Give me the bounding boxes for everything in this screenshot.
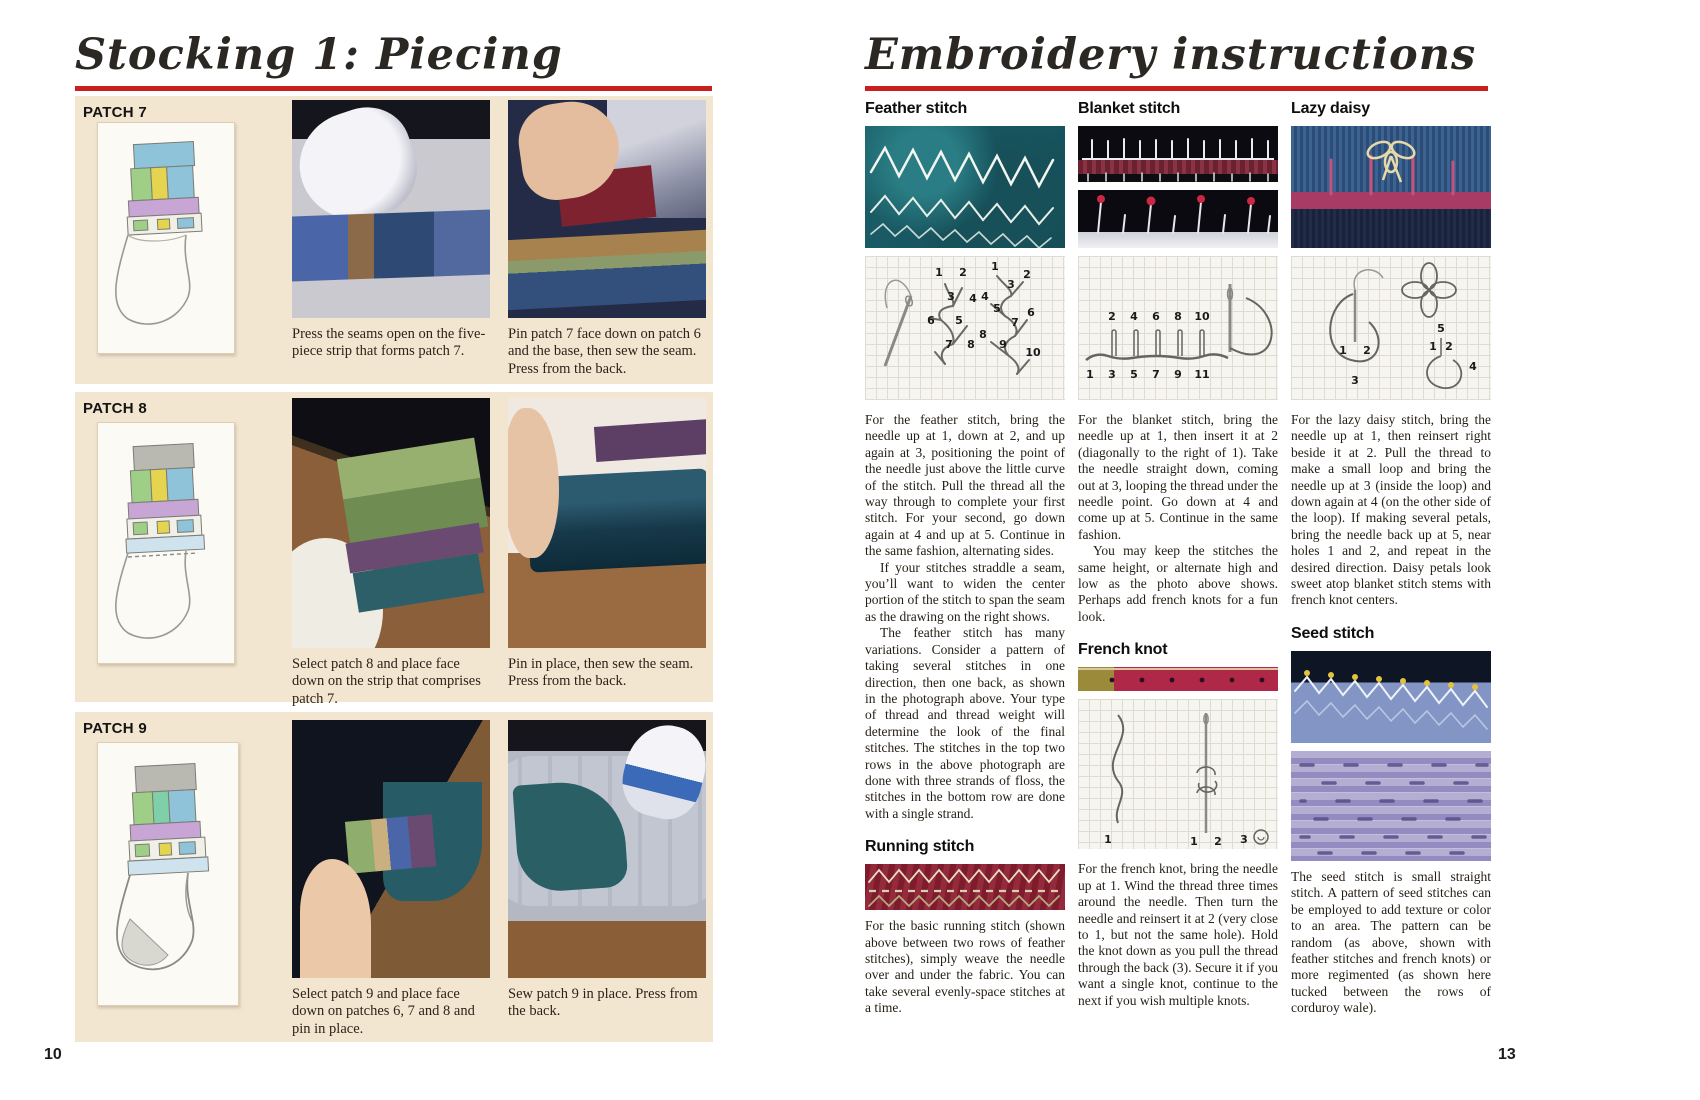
svg-text:8: 8 bbox=[979, 328, 987, 341]
blanket-column bbox=[1078, 100, 1278, 1009]
feather-stitch-heading: Feather stitch bbox=[865, 100, 968, 117]
svg-text:1: 1 bbox=[1086, 368, 1094, 381]
photo-pin-sew bbox=[508, 398, 706, 648]
feather-diagram-numbers-b bbox=[979, 260, 1041, 359]
french-knot-text bbox=[1078, 861, 1278, 1009]
svg-text:5: 5 bbox=[1437, 322, 1445, 335]
patch-8-panel bbox=[75, 392, 713, 707]
stocking-sketch-patch-7 bbox=[97, 122, 235, 354]
photo-select-patch-8 bbox=[292, 398, 490, 648]
blanket-stitch-photo-2 bbox=[1078, 190, 1278, 248]
feather-column bbox=[865, 100, 1065, 1017]
right-page-title: Embroidery instructions bbox=[865, 30, 1477, 80]
blanket-stitch-text bbox=[1078, 412, 1278, 625]
svg-text:1: 1 bbox=[1339, 344, 1347, 357]
patch-7-label: PATCH 7 bbox=[83, 104, 148, 121]
french-knot-heading: French knot bbox=[1078, 641, 1168, 659]
lazy-daisy-heading: Lazy daisy bbox=[1291, 100, 1370, 117]
caption: Sew patch 9 in place. Press from the back. bbox=[508, 986, 698, 1020]
fabric-strips bbox=[292, 210, 490, 283]
paragraph: If your stitches straddle a seam, you’ll want to widen the center portion of the stitch to span the seam as the drawing on the right shows. bbox=[865, 559, 1065, 624]
paragraph: The feather stitch has many variations. Consider a pattern of taking several stitches in one direction, then one back, as shown in the photograph above. Your type of thread and thread weight will determine the look of the final stitches. The stitches in the top two rows in the above photograph are done with three strands of floss, the stitches in the bottom row are done with a single strand. bbox=[865, 625, 1065, 821]
blanket-diagram-numbers bbox=[1086, 310, 1210, 381]
svg-text:8: 8 bbox=[967, 338, 975, 351]
svg-text:1: 1 bbox=[1104, 833, 1112, 847]
french-knot-diagram bbox=[1078, 699, 1278, 849]
svg-text:10: 10 bbox=[1025, 346, 1041, 359]
patch-9-panel bbox=[75, 712, 713, 1042]
seed-stitch-photo-2 bbox=[1291, 751, 1491, 861]
blanket-stitch-diagram bbox=[1078, 256, 1278, 400]
svg-text:2: 2 bbox=[1445, 340, 1453, 353]
svg-text:3: 3 bbox=[1108, 368, 1116, 381]
paragraph: For the feather stitch, bring the needle up at 1, down at 2, and up again at 3, positioning the point of the needle just above the little curve of the stitch. Pull the thread all the way through to complete your first stitch. For your second, go down again at 4 and up at 5. Continue in the same fashion, alternating sides. bbox=[865, 412, 1065, 559]
svg-text:1: 1 bbox=[1190, 835, 1198, 849]
patch-7-panel bbox=[75, 96, 713, 384]
left-title-rule bbox=[75, 86, 712, 91]
feather-diagram-numbers-a bbox=[927, 266, 977, 351]
stocking-sketch-patch-9 bbox=[97, 742, 239, 1006]
svg-text:1: 1 bbox=[1429, 340, 1437, 353]
feather-stitch-text bbox=[865, 412, 1065, 822]
lazy-daisy-column bbox=[1291, 100, 1491, 1017]
svg-text:6: 6 bbox=[1152, 310, 1160, 323]
french-knot-photo bbox=[1078, 667, 1278, 691]
caption: Select patch 8 and place face down on the strip that comprises patch 7. bbox=[292, 656, 481, 707]
seed-stitch-heading: Seed stitch bbox=[1291, 624, 1375, 642]
hand-shape bbox=[300, 859, 371, 978]
purple-fabric bbox=[594, 419, 706, 462]
caption: Select patch 9 and place face down on patches 6, 7 and 8 and pin in place. bbox=[292, 986, 475, 1037]
svg-text:4: 4 bbox=[1130, 310, 1138, 323]
svg-text:5: 5 bbox=[955, 314, 963, 327]
caption: Pin in place, then sew the seam. Press from the back. bbox=[508, 656, 694, 690]
paragraph: For the french knot, bring the needle up at 1. Wind the thread three times around the needle. Then turn the needle and reinsert it at 2 (very close to 1, but not the same hole). Hold the knot down as you pull the thread through the back (3). Secure it if you want a single knot, continue to the next if you wish multiple knots. bbox=[1078, 861, 1278, 1008]
svg-text:3: 3 bbox=[947, 290, 955, 303]
left-page-number: 10 bbox=[44, 1046, 62, 1063]
seed-stitch-text bbox=[1291, 869, 1491, 1017]
svg-text:1: 1 bbox=[935, 266, 943, 279]
svg-text:6: 6 bbox=[1027, 306, 1035, 319]
svg-text:8: 8 bbox=[1174, 310, 1182, 323]
svg-text:3: 3 bbox=[1007, 278, 1015, 291]
paragraph: For the lazy daisy stitch, bring the needle up at 1, then reinsert right beside it at 2. Pull the thread to make a small loop and bring the needle up at 3 (inside the loop) and down again at 4 (on the other side of the loop). If making several petals, bring the needle back up at 5, near holes 1 and 2, and repeat in the desired direction. Daisy petals look sweet atop blanket stitch stems with french knot centers. bbox=[1291, 412, 1491, 608]
blanket-stitch-photo-1 bbox=[1078, 126, 1278, 182]
fabric-strips bbox=[508, 230, 706, 311]
svg-text:1: 1 bbox=[991, 260, 999, 273]
right-title-rule bbox=[865, 86, 1488, 91]
paragraph: You may keep the stitches the same height, or alternate high and low as the photo above shows. Perhaps add french knots for a fun look. bbox=[1078, 543, 1278, 624]
caption: Press the seams open on the five-piece strip that forms patch 7. bbox=[292, 326, 486, 360]
svg-text:2: 2 bbox=[1363, 344, 1371, 357]
right-page-number: 13 bbox=[1498, 1046, 1516, 1063]
left-page-title: Stocking 1: Piecing bbox=[75, 30, 563, 80]
svg-text:6: 6 bbox=[927, 314, 935, 327]
caption: Pin patch 7 face down on patch 6 and the base, then sew the seam. Press from the back. bbox=[508, 326, 701, 377]
stocking-sketch-patch-8 bbox=[97, 422, 235, 664]
paragraph: The seed stitch is small straight stitch. A pattern of seed stitches can be employed to add texture or color to an area. The pattern can be random (as above, shown with feather stitches and french knots) or more regimented (as shown here tucked between the rows of corduroy wale). bbox=[1291, 868, 1491, 1016]
svg-text:11: 11 bbox=[1194, 368, 1210, 381]
svg-text:9: 9 bbox=[1174, 368, 1182, 381]
svg-text:2: 2 bbox=[1214, 835, 1222, 849]
svg-text:7: 7 bbox=[945, 338, 953, 351]
paragraph: For the blanket stitch, bring the needle up at 1, then insert it at 2 (diagonally to the right of 1). Take the needle straight down, coming out at 3, looping the thread under the needle point. Go down at 4 and come up at 5. Continue in the same fashion. bbox=[1078, 412, 1278, 542]
pieced-strip bbox=[345, 814, 436, 873]
lazy-daisy-text bbox=[1291, 412, 1491, 609]
svg-text:2: 2 bbox=[1023, 268, 1031, 281]
photo-sew-seam bbox=[508, 100, 706, 318]
svg-text:5: 5 bbox=[1130, 368, 1138, 381]
seed-stitch-photo-1 bbox=[1291, 651, 1491, 743]
photo-press-seams bbox=[292, 100, 490, 318]
running-stitch-heading: Running stitch bbox=[865, 838, 975, 856]
svg-text:10: 10 bbox=[1194, 310, 1210, 323]
svg-text:2: 2 bbox=[959, 266, 967, 279]
hand-shape bbox=[508, 408, 559, 558]
feather-stitch-diagram bbox=[865, 256, 1065, 400]
photo-press-stocking bbox=[508, 720, 706, 978]
running-stitch-photo bbox=[865, 864, 1065, 910]
running-stitch-text bbox=[865, 918, 1065, 1016]
svg-text:4: 4 bbox=[969, 292, 977, 305]
patch-9-label: PATCH 9 bbox=[83, 720, 148, 737]
french-knot-diagram-numbers bbox=[1104, 833, 1248, 848]
photo-place-patch-9 bbox=[292, 720, 490, 978]
svg-text:5: 5 bbox=[993, 302, 1001, 315]
svg-text:3: 3 bbox=[1351, 374, 1359, 387]
svg-text:4: 4 bbox=[1469, 360, 1477, 373]
svg-text:7: 7 bbox=[1152, 368, 1160, 381]
svg-text:2: 2 bbox=[1108, 310, 1116, 323]
feather-stitch-photo bbox=[865, 126, 1065, 248]
lazy-daisy-diagram bbox=[1291, 256, 1491, 400]
svg-text:9: 9 bbox=[999, 338, 1007, 351]
patch-8-label: PATCH 8 bbox=[83, 400, 148, 417]
paragraph: For the basic running stitch (shown above between two rows of feather stitches), simply weave the needle over and under the fabric. You can take several evenly-space stitches at a time. bbox=[865, 918, 1065, 1016]
svg-text:3: 3 bbox=[1240, 833, 1248, 847]
lazy-daisy-diagram-numbers bbox=[1339, 322, 1477, 387]
svg-text:7: 7 bbox=[1011, 316, 1019, 329]
blanket-stitch-heading: Blanket stitch bbox=[1078, 100, 1181, 117]
svg-text:4: 4 bbox=[981, 290, 989, 303]
lazy-daisy-photo bbox=[1291, 126, 1491, 248]
